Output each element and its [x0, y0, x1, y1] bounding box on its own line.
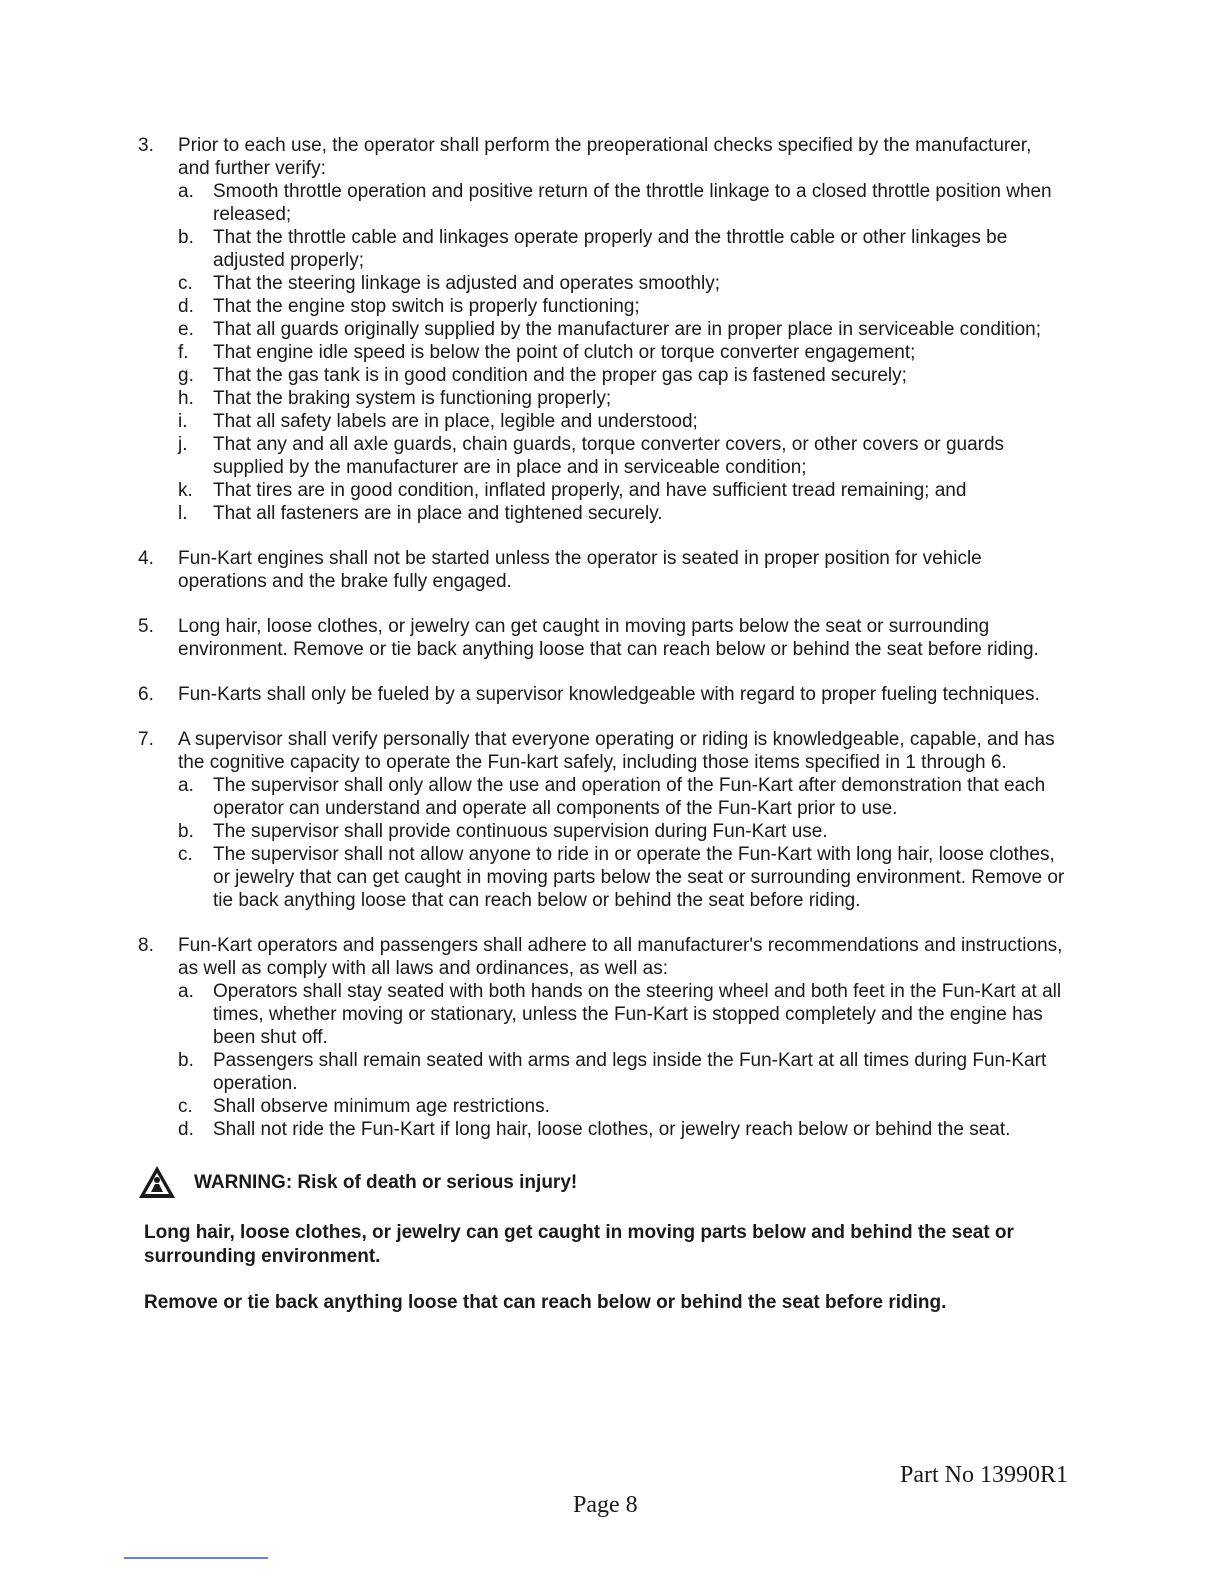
sub-item	[178, 180, 1068, 226]
sub-item	[178, 433, 1068, 479]
sub-item-letter: d.	[178, 1119, 194, 1140]
sub-item-letter: j.	[178, 434, 188, 455]
sub-item-text: That engine idle speed is below the point of clutch or torque converter engagement;	[213, 342, 916, 363]
sub-item	[178, 1049, 1068, 1095]
item-text: Prior to each use, the operator shall perform the preoperational checks specified by the manufacturer, and further verify:	[178, 135, 1032, 179]
sub-item-letter: c.	[178, 1096, 193, 1117]
item-body	[178, 683, 1068, 706]
sub-item-letter: i.	[178, 411, 188, 432]
sub-item	[178, 774, 1068, 820]
sub-item-text: Passengers shall remain seated with arms and legs inside the Fun-Kart at all times during Fun-Kart operation.	[213, 1050, 1047, 1094]
sub-item-text: That the gas tank is in good condition and the proper gas cap is fastened securely;	[213, 365, 907, 386]
sub-item-text: That tires are in good condition, inflated properly, and have sufficient tread remaining; and	[213, 480, 967, 501]
sub-item	[178, 318, 1068, 341]
list-spacer	[138, 912, 1068, 934]
list-item	[138, 728, 1068, 912]
list-item	[138, 134, 1068, 525]
list-item	[138, 615, 1068, 661]
sub-item	[178, 410, 1068, 433]
list-item	[138, 547, 1068, 593]
item-number: 4.	[138, 548, 154, 569]
sub-item-text: The supervisor shall provide continuous supervision during Fun-Kart use.	[213, 821, 828, 842]
list-item	[138, 934, 1068, 1141]
sub-item-letter: l.	[178, 503, 188, 524]
item-body	[178, 728, 1068, 912]
sub-item-letter: d.	[178, 296, 194, 317]
warning-text-1: Long hair, loose clothes, or jewelry can get caught in moving parts below and behind the seat or surrounding environment.	[144, 1222, 1014, 1267]
item-text: Long hair, loose clothes, or jewelry can get caught in moving parts below the seat or surrounding environment. Remove or tie back anything loose that can reach below or behind the seat before riding.	[178, 616, 1039, 660]
sub-item	[178, 1118, 1068, 1141]
sub-item	[178, 502, 1068, 525]
sub-item-letter: c.	[178, 273, 193, 294]
sub-item	[178, 479, 1068, 502]
item-text: Fun-Karts shall only be fueled by a supervisor knowledgeable with regard to proper fueling techniques.	[178, 684, 1040, 705]
sub-item-text: Shall observe minimum age restrictions.	[213, 1096, 550, 1117]
item-body	[178, 615, 1068, 661]
item-number: 7.	[138, 729, 154, 750]
sub-item-letter: e.	[178, 319, 194, 340]
sub-item-letter: k.	[178, 480, 193, 501]
numbered-list	[138, 134, 1068, 1163]
sub-item-letter: h.	[178, 388, 194, 409]
sub-item	[178, 295, 1068, 318]
sub-item-text: That all fasteners are in place and tightened securely.	[213, 503, 663, 524]
item-number: 5.	[138, 616, 154, 637]
sub-item-letter: a.	[178, 181, 194, 202]
sub-item	[178, 226, 1068, 272]
sub-item-letter: f.	[178, 342, 189, 363]
part-number: Part No 13990R1	[900, 1462, 1068, 1488]
item-body	[178, 934, 1068, 1141]
sub-item	[178, 980, 1068, 1049]
sub-item-text: That the braking system is functioning properly;	[213, 388, 612, 409]
sub-item-text: That all safety labels are in place, legible and understood;	[213, 411, 698, 432]
item-text: A supervisor shall verify personally that everyone operating or riding is knowledgeable, capable, and has the cognitive capacity to operate the Fun-kart safely, including those items specified in 1 through 6.	[178, 729, 1055, 773]
sub-item	[178, 820, 1068, 843]
list-spacer	[138, 593, 1068, 615]
sub-item-text: That the throttle cable and linkages operate properly and the throttle cable or other linkages be adjusted properly;	[213, 227, 1008, 271]
footer-rule	[124, 1557, 268, 1559]
item-number: 8.	[138, 935, 154, 956]
warning-text-2: Remove or tie back anything loose that can reach below or behind the seat before riding.	[144, 1292, 947, 1313]
sub-item-text: The supervisor shall only allow the use and operation of the Fun-Kart after demonstration that each operator can understand and operate all components of the Fun-Kart prior to use.	[213, 775, 1046, 819]
sub-item	[178, 387, 1068, 410]
sub-item-letter: b.	[178, 1050, 194, 1071]
sub-item-text: The supervisor shall not allow anyone to ride in or operate the Fun-Kart with long hair, loose clothes, or jewelry that can get caught in moving parts below the seat or surrounding environment. Remove or tie back anything loose that can reach below or behind the seat before riding.	[213, 844, 1065, 911]
list-spacer	[138, 525, 1068, 547]
sub-item-letter: a.	[178, 981, 194, 1002]
warning-triangle-icon	[138, 1165, 176, 1199]
page-number: Page 8	[573, 1492, 638, 1518]
sub-item	[178, 1095, 1068, 1118]
warning-title: WARNING: Risk of death or serious injury!	[194, 1171, 578, 1193]
sub-item-text: Shall not ride the Fun-Kart if long hair, loose clothes, or jewelry reach below or behind the seat.	[213, 1119, 1011, 1140]
sub-item-text: That any and all axle guards, chain guards, torque converter covers, or other covers or guards supplied by the manufacturer are in place and in serviceable condition;	[213, 434, 1005, 478]
sub-item-text: That the steering linkage is adjusted and operates smoothly;	[213, 273, 720, 294]
list-spacer	[138, 1141, 1068, 1163]
item-number: 6.	[138, 684, 154, 705]
item-body	[178, 134, 1068, 525]
list-spacer	[138, 706, 1068, 728]
sub-item	[178, 272, 1068, 295]
item-text: Fun-Kart operators and passengers shall adhere to all manufacturer's recommendations and instructions, as well as comply with all laws and ordinances, as well as:	[178, 935, 1063, 979]
warning-header	[138, 1165, 1068, 1199]
sub-item-letter: a.	[178, 775, 194, 796]
sub-item-letter: c.	[178, 844, 193, 865]
sub-item-letter: g.	[178, 365, 194, 386]
sub-item	[178, 341, 1068, 364]
list-spacer	[138, 661, 1068, 683]
item-text: Fun-Kart engines shall not be started unless the operator is seated in proper position for vehicle operations and the brake fully engaged.	[178, 548, 982, 592]
sub-item-letter: b.	[178, 821, 194, 842]
sub-item-text: That the engine stop switch is properly functioning;	[213, 296, 640, 317]
sub-item-text: That all guards originally supplied by the manufacturer are in proper place in serviceable condition;	[213, 319, 1042, 340]
item-number: 3.	[138, 135, 154, 156]
item-body	[178, 547, 1068, 593]
sub-item-letter: b.	[178, 227, 194, 248]
document-body	[138, 134, 1068, 1315]
sub-item-text: Operators shall stay seated with both hands on the steering wheel and both feet in the Fun-Kart at all times, whether moving or stationary, unless the Fun-Kart is stopped completely and the engine has been shut off.	[213, 981, 1062, 1048]
sub-item	[178, 843, 1068, 912]
sub-item	[178, 364, 1068, 387]
list-item	[138, 683, 1068, 706]
sub-item-text: Smooth throttle operation and positive return of the throttle linkage to a closed throttle position when released;	[213, 181, 1052, 225]
